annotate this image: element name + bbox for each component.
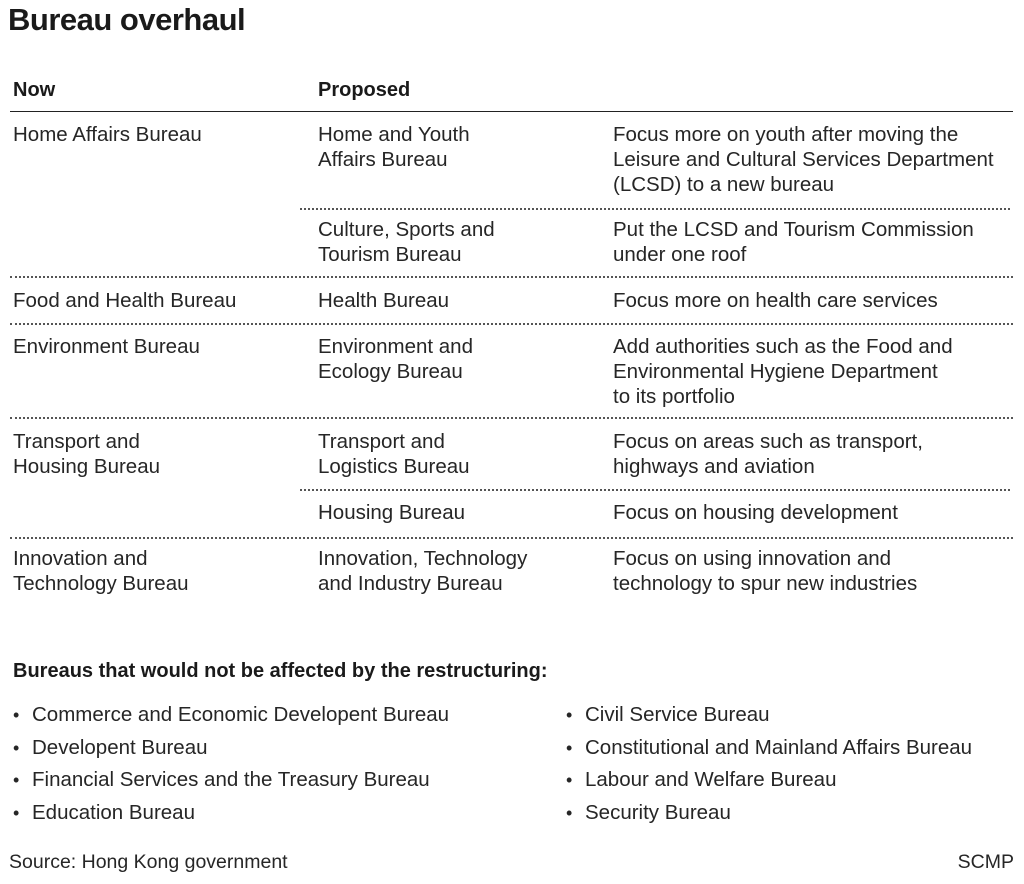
table-cell-now (13, 288, 236, 313)
cell-line: Ecology Bureau (318, 360, 463, 383)
column-header-proposed: Proposed (318, 79, 411, 101)
source-note: Source: Hong Kong government (9, 851, 288, 873)
list-item: • Education Bureau (13, 800, 449, 833)
cell-line: Focus on areas such as transport, (613, 430, 923, 453)
cell-line: Logistics Bureau (318, 455, 470, 478)
cell-line: Environment and (318, 335, 473, 358)
cell-line: Add authorities such as the Food and (613, 335, 953, 358)
table-cell-focus (613, 546, 917, 596)
row-divider (300, 208, 1010, 210)
list-item: • Constitutional and Mainland Affairs Bureau (566, 735, 972, 768)
cell-line: Home Affairs Bureau (13, 123, 202, 146)
row-divider (300, 489, 1010, 491)
cell-line: Put the LCSD and Tourism Commission (613, 218, 974, 241)
row-divider (10, 276, 1013, 278)
table-cell-proposed (318, 429, 470, 479)
cell-line: Technology Bureau (13, 572, 189, 595)
cell-line: Food and Health Bureau (13, 289, 237, 312)
cell-line: Environment Bureau (13, 335, 200, 358)
table-cell-focus (613, 288, 938, 313)
unaffected-heading: Bureaus that would not be affected by the restructuring: (13, 660, 548, 682)
cell-line: Innovation, Technology (318, 547, 528, 570)
list-item: • Labour and Welfare Bureau (566, 767, 972, 800)
column-header-now: Now (13, 79, 56, 101)
cell-line: Leisure and Cultural Services Department (613, 148, 994, 171)
unaffected-list-left (13, 702, 449, 832)
table-cell-proposed (318, 546, 527, 596)
page-title: Bureau overhaul (8, 2, 246, 37)
cell-line: Transport and (13, 430, 140, 453)
cell-line: Innovation and (13, 547, 148, 570)
cell-line: Home and Youth (318, 123, 470, 146)
row-divider (10, 323, 1013, 325)
table-cell-proposed (318, 288, 449, 313)
list-item: • Security Bureau (566, 800, 972, 833)
list-item: • Civil Service Bureau (566, 702, 972, 735)
list-item: • Commerce and Economic Developent Bureau (13, 702, 449, 735)
cell-line: Focus more on youth after moving the (613, 123, 959, 146)
table-cell-now (13, 429, 160, 479)
table-cell-now (13, 122, 202, 147)
table-cell-now (13, 546, 189, 596)
cell-line: Housing Bureau (13, 455, 161, 478)
table-cell-proposed (318, 334, 473, 384)
cell-line: under one roof (613, 243, 747, 266)
cell-line: Affairs Bureau (318, 148, 448, 171)
list-item: • Developent Bureau (13, 735, 449, 768)
cell-line: Focus on housing development (613, 501, 898, 524)
unaffected-list-right (566, 702, 972, 832)
header-divider (10, 111, 1013, 112)
cell-line: Tourism Bureau (318, 243, 462, 266)
cell-line: technology to spur new industries (613, 572, 918, 595)
table-cell-proposed (318, 217, 495, 267)
table-cell-focus (613, 217, 974, 267)
list-item: • Financial Services and the Treasury Bureau (13, 767, 449, 800)
cell-line: (LCSD) to a new bureau (613, 173, 835, 196)
cell-line: to its portfolio (613, 385, 735, 408)
cell-line: Health Bureau (318, 289, 450, 312)
row-divider (10, 417, 1013, 419)
cell-line: Environmental Hygiene Department (613, 360, 938, 383)
cell-line: Focus more on health care services (613, 289, 938, 312)
table-cell-focus (613, 500, 898, 525)
cell-line: and Industry Bureau (318, 572, 503, 595)
table-cell-proposed (318, 122, 470, 172)
cell-line: Focus on using innovation and (613, 547, 892, 570)
table-cell-proposed (318, 500, 465, 525)
cell-line: Housing Bureau (318, 501, 466, 524)
credit-label: SCMP (957, 851, 1014, 873)
row-divider (10, 537, 1013, 539)
cell-line: Culture, Sports and (318, 218, 495, 241)
cell-line: highways and aviation (613, 455, 815, 478)
table-cell-focus (613, 429, 923, 479)
cell-line: Transport and (318, 430, 445, 453)
table-cell-focus (613, 122, 994, 197)
table-cell-focus (613, 334, 953, 409)
table-cell-now (13, 334, 200, 359)
